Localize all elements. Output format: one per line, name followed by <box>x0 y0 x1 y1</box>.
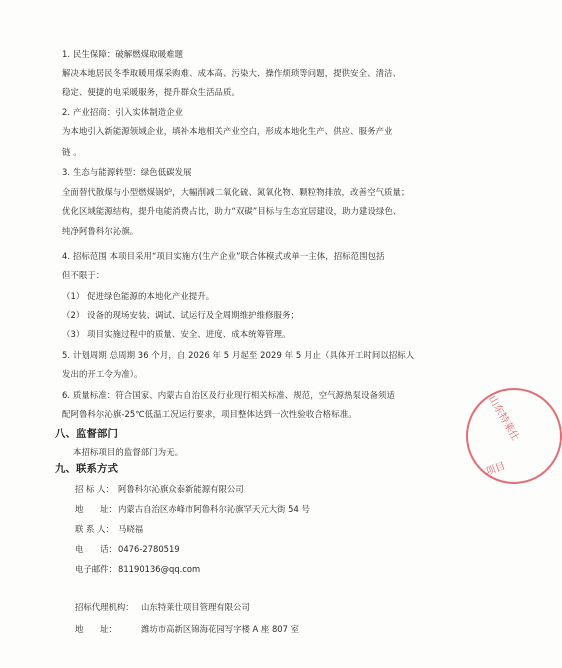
item-4-body-1: 4. 招标范围 本项目采用“项目实施方(生产企业”联合体模式或单一主体，招标范围包括 <box>62 251 385 261</box>
scope-item-2: （2） 设备的现场安装、调试、试运行及全周期维护维修服务； <box>62 310 300 320</box>
agency-value: 山东特莱仕项目管理有限公司 <box>141 602 250 612</box>
scope-item-1: （1） 促进绿色能源的本地化产业提升。 <box>62 291 215 301</box>
tenderer-value: 阿鲁科尔沁旗众泰新能源有限公司 <box>118 484 244 494</box>
address-label: 地 址： <box>75 504 117 514</box>
item-6-body-2: 配阿鲁科尔沁旗-25℃低温工况运行要求，项目整体达到一次性验收合格标准。 <box>62 409 357 419</box>
item-1-body-1: 解决本地居民冬季取暖用煤采购难、成本高、污染大、操作烦琐等问题，提供安全、清洁、 <box>62 68 401 78</box>
agency-label: 招标代理机构： <box>75 602 134 612</box>
scope-item-3: （3） 项目实施过程中的质量、安全、进度、成本统筹管理。 <box>62 329 291 339</box>
item-6-body-1: 6. 质量标准：符合国家、内蒙古自治区及行业现行相关标准、规范，空气源热泵设备须适 <box>62 390 395 400</box>
section-9-heading: 九、联系方式 <box>55 463 118 475</box>
phone-value: 0476-2780519 <box>118 544 180 554</box>
item-3-body-1: 全面替代散煤与小型燃煤锅炉，大幅削减二氧化硫、氮氧化物、颗粒物排放，改善空气质量； <box>62 187 410 197</box>
section-8-body: 本招标项目的监督部门为无。 <box>73 447 184 457</box>
phone-label: 电 话： <box>75 544 117 554</box>
contact-value: 马晓福 <box>118 524 144 534</box>
item-3-body-2: 优化区域能源结构，提升电能消费占比，助力“双碳”目标与生态宜居建设，助力建设绿色、 <box>62 206 402 216</box>
agency-address-value: 潍坊市高新区锦海花园写字楼 A 座 807 室 <box>141 624 299 634</box>
item-5-body-2: 发出的开工令为准）。 <box>62 369 143 379</box>
email-value: 81190136@qq.com <box>118 564 201 574</box>
item-2-body-2: 链 。 <box>62 147 82 157</box>
section-8-heading: 八、监督部门 <box>55 428 118 440</box>
item-2-title: 2. 产业招商：引入实体制造企业 <box>62 107 184 117</box>
item-3-title: 3. 生态与能源转型：绿色低碳发展 <box>62 167 192 177</box>
item-5-body-1: 5. 计划周期 总周期 36 个月，自 2026 年 5 月起至 2029 年 5 月止（具体开工时间以招标人 <box>62 350 415 360</box>
item-2-body-1: 为本地引入新能源领域企业，填补本地相关产业空白，形成本地化生产、供应、服务产业 <box>62 126 393 136</box>
item-1-title: 1. 民生保障：破解燃煤取暖难题 <box>62 49 184 59</box>
email-label: 电子邮件： <box>75 564 117 574</box>
contact-label: 联 系 人： <box>75 524 114 534</box>
address-value: 内蒙古自治区赤峰市阿鲁科尔沁旗罕天元大街 54 号 <box>118 504 310 514</box>
seal-text-2: 项目 <box>484 460 507 478</box>
agency-address-label: 地 址： <box>75 624 117 634</box>
seal-text-1: 山东特莱仕 <box>486 394 521 443</box>
item-1-body-2: 稳定、便捷的电采暖服务，提升群众生活品质。 <box>62 87 240 97</box>
tenderer-label: 招 标 人： <box>75 484 114 494</box>
item-4-body-2: 但不限于： <box>62 270 105 280</box>
item-3-body-3: 纯净阿鲁科尔沁旗。 <box>62 226 139 236</box>
